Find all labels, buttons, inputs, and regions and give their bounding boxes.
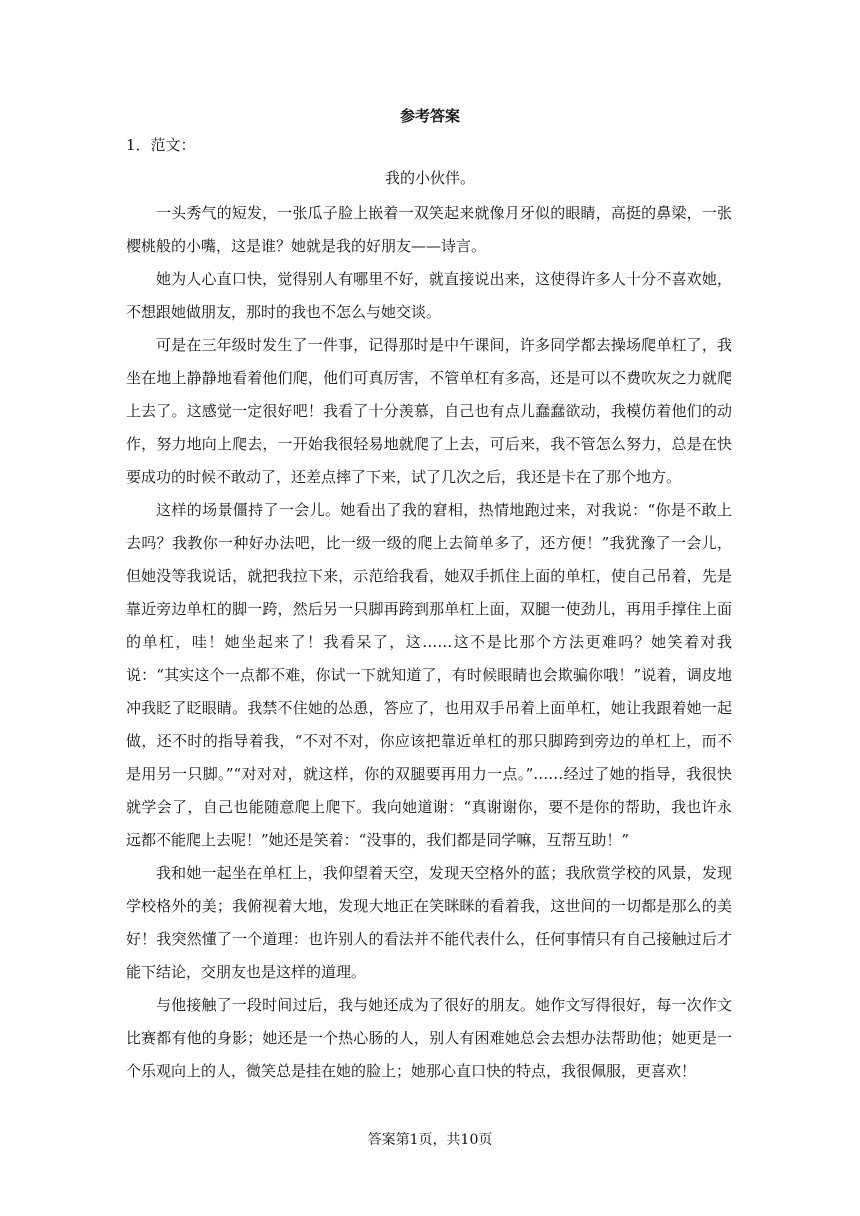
- essay-body: [126, 197, 732, 1088]
- paragraph-4: 这样的场景僵持了一会儿。她看出了我的窘相，热情地跑过来，对我说：“你是不敢上去吗？我教你一种好办法吧，比一级一级的爬上去简单多了，还方便！”我犹豫了一会儿，但她没等我说话，就把我拉下来，示范给我看，她双手抓住上面的单杠，使自己吊着，先是靠近旁边单杠的脚一跨，然后另一只脚再跨到那单杠上面，双腿一使劲儿，再用手撑住上面的单杠，哇！她坐起来了！我看呆了，这……这不是比那个方法更难吗？她笑着对我说：“其实这个一点都不难，你试一下就知道了，有时候眼睛也会欺骗你哦！”说着，调皮地冲我眨了眨眼睛。我禁不住她的怂恿，答应了，也用双手吊着上面单杠，她让我跟着她一起做，还不时的指导着我，“不对不对，你应该把靠近单杠的那只脚跨到旁边的单杠上，而不是用另一只脚。”“对对对，就这样，你的双腿要再用力一点。”……经过了她的指导，我很快就学会了，自己也能随意爬上爬下。我向她道谢：“真谢谢你，要不是你的帮助，我也许永远都不能爬上去呢！”她还是笑着：“没事的，我们都是同学嘛，互帮互助！”: [126, 501, 732, 849]
- page-title: 参考答案: [399, 107, 460, 125]
- paragraph-3: 可是在三年级时发生了一件事，记得那时是中午课间，许多同学都去操场爬单杠了，我坐在地上静静地看着他们爬，他们可真厉害，不管单杠有多高，还是可以不费吹灰之力就爬上去了。这感觉一定很好吧！我看了十分羡慕，自己也有点儿蠢蠢欲动，我模仿着他们的动作，努力地向上爬去，一开始我很轻易地就爬了上去，可后来，我不管怎么努力，总是在快要成功的时候不敢动了，还差点摔了下来，试了几次之后，我还是卡在了那个地方。: [126, 336, 732, 486]
- paragraph-5: 我和她一起坐在单杠上，我仰望着天空，发现天空格外的蓝；我欣赏学校的风景，发现学校格外的美；我俯视着大地，发现大地正在笑眯眯的看着我，这世间的一切都是那么的美好！我突然懂了一个道理：也许别人的看法并不能代表什么，任何事情只有自己接触过后才能下结论，交朋友也是这样的道理。: [126, 864, 732, 981]
- essay-title: 我的小伙伴。: [384, 169, 475, 187]
- paragraph-1: 一头秀气的短发，一张瓜子脸上嵌着一双笑起来就像月牙似的眼睛，高挺的鼻梁，一张樱桃般的小嘴，这是谁？她就是我的好朋友——诗言。: [126, 204, 732, 255]
- paragraph-6: 与他接触了一段时间过后，我与她还成为了很好的朋友。她作文写得很好，每一次作文比赛都有他的身影；她还是一个热心肠的人，别人有困难她总会去想办法帮助他；她更是一个乐观向上的人，微笑总是挂在她的脸上；她那心直口快的特点，我很佩服，更喜欢！: [126, 996, 732, 1080]
- page-footer: 答案第1页，共10页: [367, 1132, 493, 1148]
- question-label: 1．范文：: [126, 136, 196, 154]
- paragraph-2: 她为人心直口快，觉得别人有哪里不好，就直接说出来，这使得许多人十分不喜欢她，不想跟她做朋友，那时的我也不怎么与她交谈。: [126, 270, 732, 321]
